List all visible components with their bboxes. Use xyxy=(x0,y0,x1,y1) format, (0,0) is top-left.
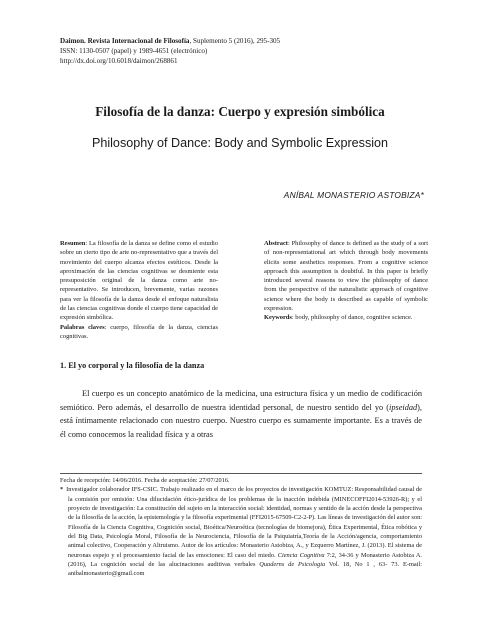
abstract-text: : Philosophy of dance is defined as the study of a sort of non-representational art which through body movements elicits some aesthetics responses. From a cognitive science approach this assumption is doubtful. In this paper is briefly introduced several reasons to view the philosophy of dance from the perspective of the naturalistic approach of cognitive science where the body is described as capable of symbolic expression. xyxy=(264,240,428,313)
abstract-label: Abstract xyxy=(264,240,288,247)
footnote-divider xyxy=(60,473,422,474)
footnote-journal-1: Ciencia Cognitiva xyxy=(277,551,325,559)
issn-line: ISSN: 1130-0507 (papel) y 1989-4651 (electrónico) xyxy=(60,47,208,56)
footnote-mark: * xyxy=(60,486,64,494)
journal-name: Daimon. Revista Internacional de Filosofía xyxy=(60,37,190,45)
body-text-part2: ), está íntimamente relacionado con nuestro cuerpo. Nuestro cuerpo es sumamente importante. Es a través de él como conocemos la realidad física y a otras xyxy=(60,402,422,439)
keywords-label: Keywords xyxy=(264,314,292,322)
keywords-text: : body, philosophy of dance, cognitive science. xyxy=(291,314,413,322)
abstract-block xyxy=(264,239,428,323)
title-english: Philosophy of Dance: Body and Symbolic Expression xyxy=(91,136,389,150)
journal-citation-line xyxy=(60,36,440,46)
footnote-author-text-2: 7:2, 34-36 y Monasterio Astobiza A. (2016), La cognición social de las alucinaciones auditivas verbales xyxy=(68,551,422,569)
author-name: ANÍBAL MONASTERIO ASTOBIZA* xyxy=(283,190,424,200)
section-heading: 1. El yo corporal y la filosofía de la danza xyxy=(60,361,205,370)
footnote-author-text-3: Vol. 18, No 1 , 63- 73. E-mail: anibalmonasterio@gmail.com xyxy=(68,561,422,578)
resumen-block xyxy=(60,239,218,341)
journal-header xyxy=(60,36,440,67)
footnote-dates: Fecha de recepción: 14/06/2016. Fecha de aceptación: 27/07/2016. xyxy=(60,477,230,484)
body-ipseidad: ipseidad xyxy=(389,402,418,412)
footnotes xyxy=(60,476,422,579)
resumen-label: Resumen xyxy=(60,240,86,247)
footnote-author xyxy=(60,485,422,578)
doi-link[interactable]: http://dx.doi.org/10.6018/daimon/268861 xyxy=(60,57,178,66)
footnote-author-text-1: Investigador colaborador IFS-CSIC. Trabajo realizado en el marco de los proyectos de investigación KOMTUZ: Responsabilidad causal de la comisión por omisión: Una dilucidación ético-jurídica de los problemas de la inacción indebida (MINECOFFI2014-53926-R); y el proyecto de investigación: La constitución del sujeto en la interacción social: identidad, normas y sentido de la acción desde la perspectiva de la filosofía de la acción, la epistemología y la filosofía experimental (FFI2015-67509-C2-2-P). Las líneas de investigación del autor son: Filosofía de la Ciencia Cognitiva, Cognición social, Bioética/Neuroética (tecnologías de biomejora), Ética Experimental, Ética robótica y del Big Data, Psicología Moral, Filosofía de la Neurociencia, Filosofía de la Psiquiatría,Teoría de la Acción/agencia, comportamiento animal colectivo, Cooperación y Altruismo. Autor de los artículos: Monasterio Astobiza, A., y Ezquerro Martínez, J. (2013). El sistema de neuronas espejo y el procesamiento facial de las emociones: El caso del miedo. xyxy=(66,486,422,559)
footnote-journal-2: Quaderns de Psicologia xyxy=(259,561,326,569)
title-spanish: Filosofía de la danza: Cuerpo y expresión simbólica xyxy=(95,104,385,119)
journal-issue: , Suplemento 5 (2016), 295-305 xyxy=(189,37,281,45)
body-paragraph xyxy=(60,387,422,441)
palabras-claves-text: : cuerpo, filosofía de la danza, ciencias cognitivas. xyxy=(60,323,218,340)
body-text-part1: El cuerpo es un concepto anatómico de la medicina, una estructura física y un medio de codificación semiótico. Pero además, el desarrollo de nuestra identidad personal, de nuestro sentido del yo ( xyxy=(60,389,422,412)
palabras-claves-label: Palabras claves xyxy=(60,323,105,331)
resumen-text: : La filosofía de la danza se define como el estudio sobre un cierto tipo de arte no-representativo que a través del movimiento del cuerpo alcanza efectos estéticos. Desde la aproximación de las ciencias cognitivas se desmiente esta presuposición original de la danza como arte no-representativo. Se introducen, brevemente, varias razones para ver la filosofía de la danza desde el enfoque naturalista de las ciencias cognitivas donde el cuerpo tiene capacidad de expresión simbólica. xyxy=(60,240,218,322)
